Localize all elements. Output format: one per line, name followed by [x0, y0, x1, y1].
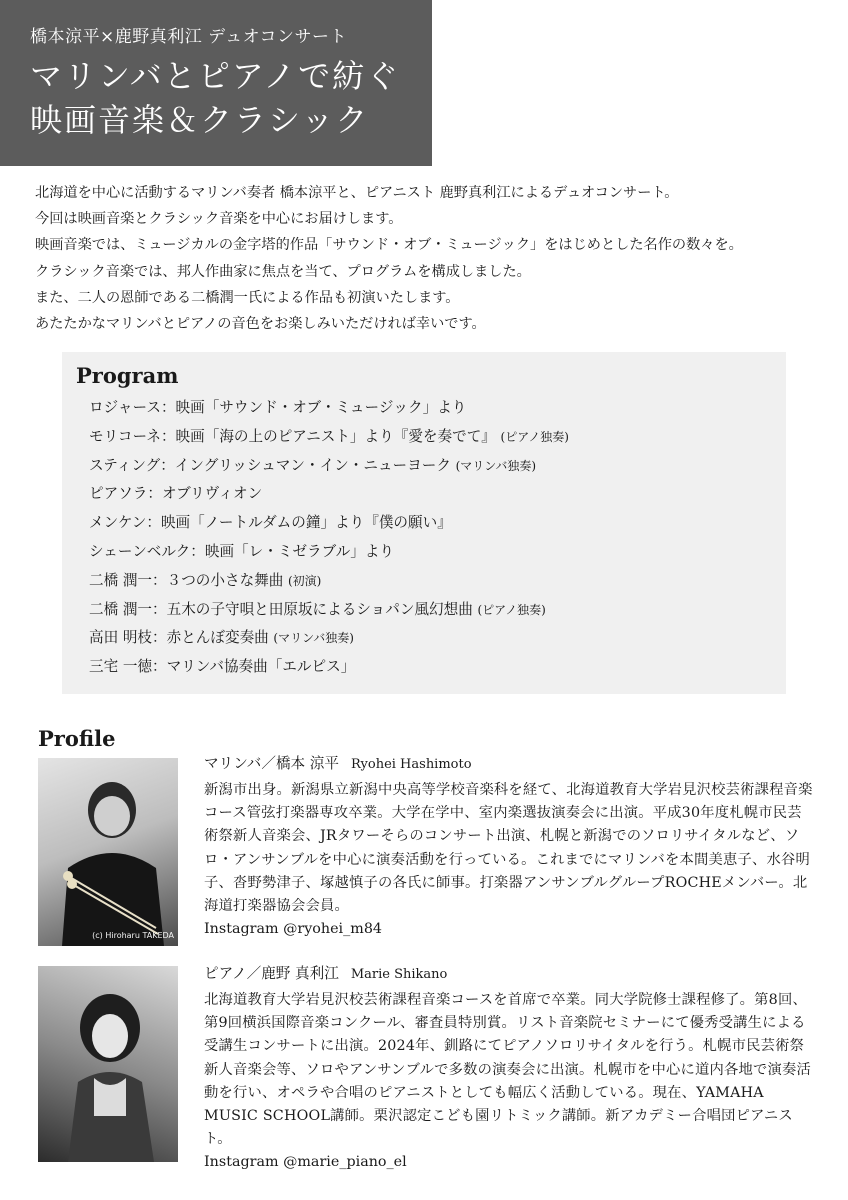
pianist-photo — [38, 966, 178, 1162]
program-item — [89, 596, 786, 625]
program-item — [89, 452, 786, 481]
program-item-text: スティング：イングリッシュマン・イン・ニューヨーク — [89, 456, 451, 474]
program-section — [62, 352, 786, 694]
program-item-note: (ピアノ独奏) — [500, 429, 569, 444]
intro-line: 北海道を中心に活動するマリンバ奏者 橋本涼平と、ピアニスト 鹿野真利江によるデュオコンサート。 — [35, 185, 679, 201]
program-item-note: (マリンバ独奏) — [273, 631, 354, 646]
profile-bio: 新潟市出身。新潟県立新潟中央高等学校音楽科を経て、北海道教育大学岩見沢校芸術課程音楽コース管弦打楽器専攻卒業。大学在学中、室内楽選抜演奏会に出演。平成30年度札幌市民芸術祭新人音楽会、JRタワーそらのコンサート出演、札幌と新潟でのソロリサイタルなど、ソロ・アンサンブルを中心に演奏活動を行っている。これまでにマリンバを本間美恵子、水谷明子、沓野勢津子、塚越慎子の各氏に師事。打楽器アンサンブルグループROCHEメンバー。北海道打楽器協会会員。 — [204, 782, 813, 915]
intro-line: 映画音楽では、ミュージカルの金字塔的作品「サウンド・オブ・ミュージック」をはじめとした名作の数々を。 — [35, 237, 743, 254]
profile-instagram: Instagram @ryohei_m84 — [204, 921, 383, 938]
program-item-note: (初演) — [288, 573, 322, 588]
program-item — [89, 423, 786, 452]
intro-line: 今回は映画音楽とクラシック音楽を中心にお届けします。 — [35, 211, 403, 228]
program-item-note: (ピアノ独奏) — [477, 602, 546, 617]
intro-line: また、二人の恩師である二橋潤一氏による作品も初演いたします。 — [35, 289, 460, 306]
profile-piano — [204, 962, 814, 1175]
program-item — [89, 394, 786, 423]
intro-line: クラシック音楽では、邦人作曲家に焦点を当て、プログラムを構成しました。 — [35, 263, 531, 280]
concert-subtitle: 橋本涼平×鹿野真利江 デュオコンサート — [30, 27, 347, 47]
title-banner — [0, 0, 432, 166]
program-item-note: (マリンバ独奏) — [455, 458, 537, 473]
profile-name: ピアノ／鹿野 真利江 — [204, 965, 339, 982]
program-item-text: 三宅 一徳：マリンバ協奏曲「エルピス」 — [89, 658, 356, 676]
concert-title-line2: 映画音楽＆クラシック — [30, 101, 370, 139]
program-item-text: ピアソラ：オブリヴィオン — [89, 485, 263, 503]
photo-credit: (c) Hiroharu TAKEDA — [92, 931, 174, 940]
profile-marimba — [204, 752, 814, 941]
program-item-text: メンケン：映画「ノートルダムの鐘」より『僕の願い』 — [89, 514, 452, 532]
profile-instagram: Instagram @marie_piano_el — [204, 1154, 407, 1171]
program-item — [89, 538, 786, 567]
profile-romaji: Marie Shikano — [350, 967, 448, 982]
profile-name: マリンバ／橋本 涼平 — [204, 755, 339, 772]
program-item-text: モリコーネ：映画「海の上のピアニスト」より『愛を奏でて』 — [89, 427, 496, 445]
program-heading: Program — [76, 363, 179, 388]
program-item-text: シェーンベルク：映画「レ・ミゼラブル」より — [89, 542, 395, 560]
program-item-text: 二橋 潤一：３つの小さな舞曲 — [89, 571, 284, 589]
program-list — [76, 394, 786, 682]
intro-text — [35, 180, 825, 337]
profile-bio: 北海道教育大学岩見沢校芸術課程音楽コースを首席で卒業。同大学院修士課程修了。第8回、第9回横浜国際音楽コンクール、審査員特別賞。リスト音楽院セミナーにて優秀受講生による受講生コンサートに出演。2024年、釧路にてピアノソロリサイタルを行う。札幌市民芸術祭新人音楽会等、ソロやアンサンブルで多数の演奏会に出演。札幌市を中心に道内各地で演奏活動を行い、オペラや合唱のピアニストとしても幅広く活動している。現在、YAMAHA MUSIC SCHOOL講師。栗沢認定こども園リトミック講師。新アカデミー合唱団ピアニスト。 — [204, 992, 812, 1148]
program-item-text: 二橋 潤一：五木の子守唄と田原坂によるショパン風幻想曲 — [89, 600, 473, 618]
program-item — [89, 653, 786, 682]
person-silhouette-icon — [38, 758, 178, 946]
intro-line: あたたかなマリンバとピアノの音色をお楽しみいただければ幸いです。 — [35, 316, 486, 333]
program-item — [89, 509, 786, 538]
concert-title-line1: マリンバとピアノで紡ぐ — [30, 57, 401, 95]
program-item-text: 高田 明枝：赤とんぼ変奏曲 — [89, 629, 269, 647]
marimba-player-photo — [38, 758, 178, 946]
program-item-text: ロジャース：映画「サウンド・オブ・ミュージック」より — [89, 399, 467, 416]
person-silhouette-icon — [38, 966, 178, 1162]
profile-heading: Profile — [38, 726, 116, 751]
profile-romaji: Ryohei Hashimoto — [350, 757, 472, 772]
program-item — [89, 480, 786, 509]
program-item — [89, 624, 786, 653]
program-item — [89, 567, 786, 596]
profile-name-line — [204, 752, 814, 777]
profile-name-line — [204, 962, 814, 987]
